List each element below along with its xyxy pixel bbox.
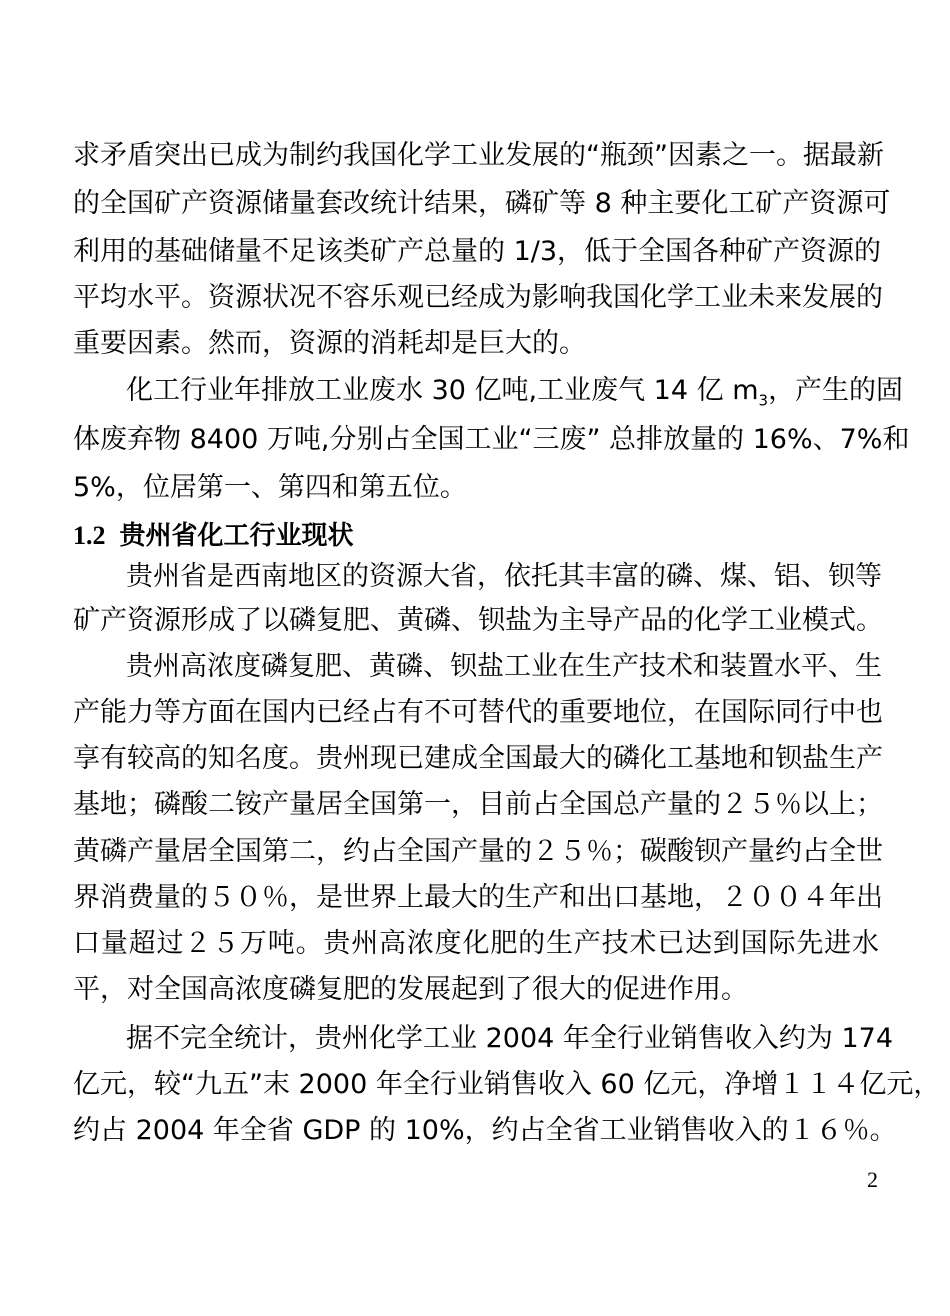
section-number: 1.2 xyxy=(73,521,106,550)
paragraph-3-line-1: 贵州省是西南地区的资源大省，依托其丰富的磷、煤、铝、钡等 xyxy=(126,561,882,592)
paragraph-2-line-1-text: 化工行业年排放工业废水 30 亿吨,工业废气 14 亿 m xyxy=(126,375,759,406)
paragraph-2-line-1-tail: ，产生的固 xyxy=(768,375,904,406)
paragraph-4-line-7: 口量超过２５万吨。贵州高浓度化肥的生产技术已达到国际先进水 xyxy=(73,928,879,959)
paragraph-1-line-3: 利用的基础储量不足该类矿产总量的 1/3，低于全国各种矿产资源的 xyxy=(73,236,882,267)
paragraph-2-line-3: 5%，位居第一、第四和第五位。 xyxy=(73,472,467,503)
paragraph-4-line-5: 黄磷产量居全国第二，约占全国产量的２５％；碳酸钡产量约占全世 xyxy=(73,836,883,867)
paragraph-3-line-2: 矿产资源形成了以磷复肥、黄磷、钡盐为主导产品的化学工业模式。 xyxy=(73,605,883,636)
paragraph-4-line-4: 基地；磷酸二铵产量居全国第一，目前占全国总产量的２５％以上； xyxy=(73,789,883,820)
paragraph-1-line-2: 的全国矿产资源储量套改统计结果，磷矿等 8 种主要化工矿产资源可 xyxy=(73,188,891,219)
paragraph-1-line-1: 求矛盾突出已成为制约我国化学工业发展的“瓶颈”因素之一。据最新 xyxy=(73,140,884,171)
paragraph-2-line-1 xyxy=(126,371,904,411)
cubic-subscript: 3 xyxy=(758,391,769,410)
paragraph-5-line-3: 约占 2004 年全省 GDP 的 10%，约占全省工业销售收入的１６％。 xyxy=(73,1115,897,1146)
paragraph-2-line-2: 体废弃物 8400 万吨,分别占全国工业“三废” 总排放量的 16%、7%和 xyxy=(73,424,910,455)
section-heading xyxy=(73,516,879,556)
page-number: 2 xyxy=(867,1167,878,1192)
paragraph-4-line-3: 享有较高的知名度。贵州现已建成全国最大的磷化工基地和钡盐生产 xyxy=(73,743,883,774)
paragraph-5-line-1: 据不完全统计，贵州化学工业 2004 年全行业销售收入约为 174 xyxy=(126,1023,893,1054)
paragraph-4-line-6: 界消费量的５０％，是世界上最大的生产和出口基地，２００４年出 xyxy=(73,882,883,913)
section-title: 贵州省化工行业现状 xyxy=(119,521,354,551)
paragraph-4-line-8: 平，对全国高浓度磷复肥的发展起到了很大的促进作用。 xyxy=(73,974,748,1005)
paragraph-4-line-1: 贵州高浓度磷复肥、黄磷、钡盐工业在生产技术和装置水平、生 xyxy=(126,651,882,682)
paragraph-1-line-5: 重要因素。然而，资源的消耗却是巨大的。 xyxy=(73,328,586,359)
paragraph-4-line-2: 产能力等方面在国内已经占有不可替代的重要地位，在国际同行中也 xyxy=(73,697,883,728)
paragraph-1-line-4: 平均水平。资源状况不容乐观已经成为影响我国化学工业未来发展的 xyxy=(73,282,883,313)
paragraph-5-line-2: 亿元，较“九五”末 2000 年全行业销售收入 60 亿元，净增１１４亿元， xyxy=(73,1069,941,1100)
